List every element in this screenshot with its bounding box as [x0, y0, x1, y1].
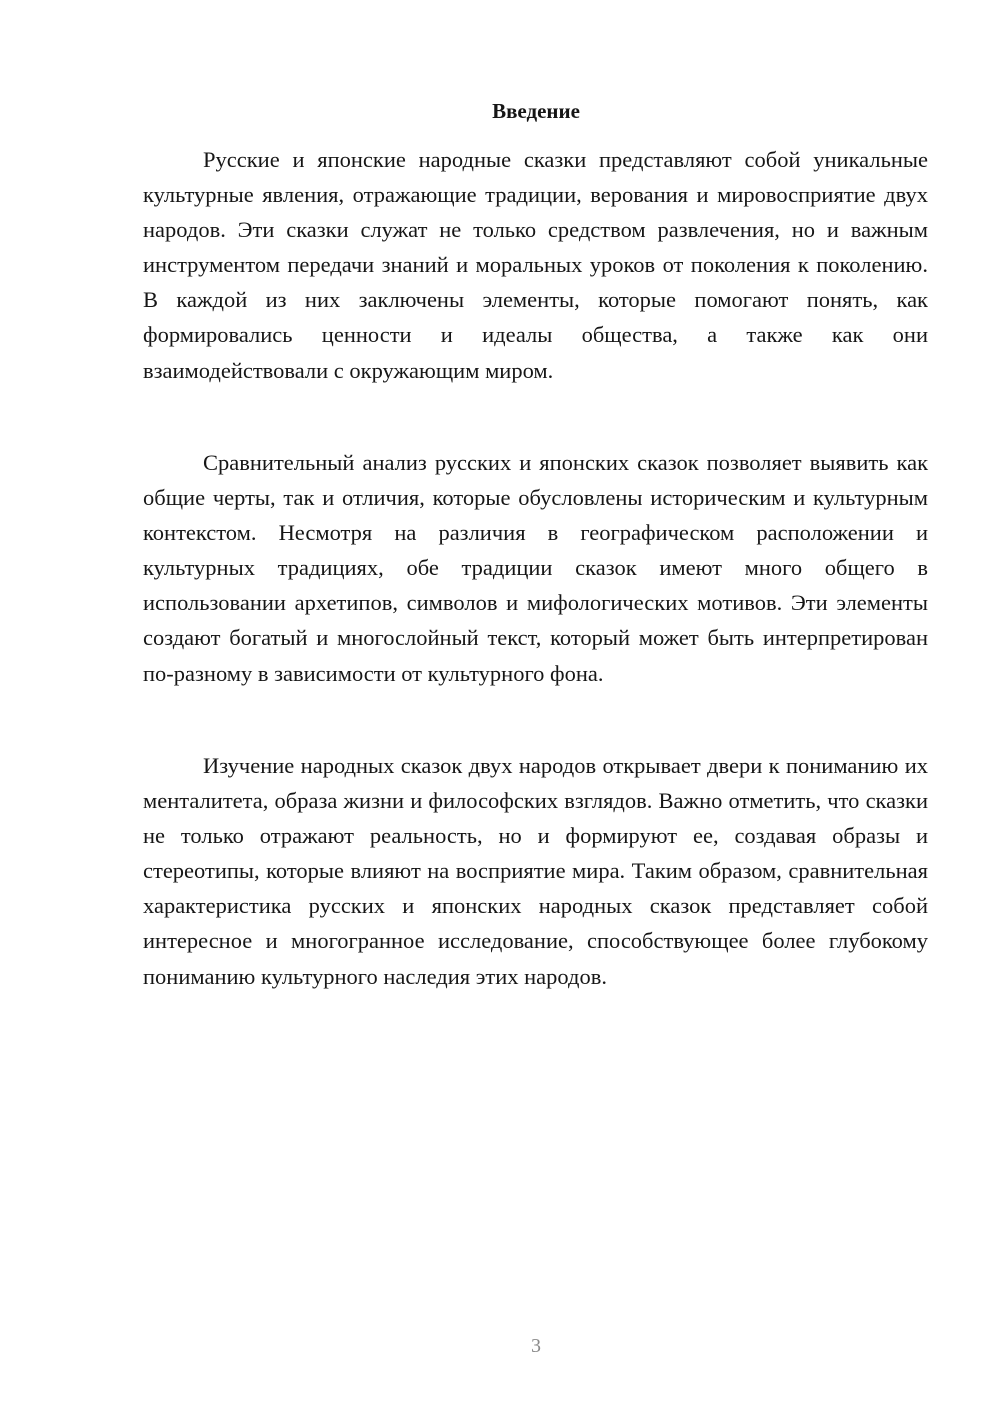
- page-title: Введение: [492, 99, 580, 123]
- page-number: 3: [531, 1335, 541, 1357]
- paragraph-comparative-analysis: Сравнительный анализ русских и японских сказок позволяет выявить как общие черты, так и отличия, которые обусловлены историческим и культурным контекстом. Несмотря на различия в географическом расположении и культурных традициях, обе традиции сказок имеют много общего в использовании архетипов, символов и мифологических мотивов. Эти элементы создают богатый и многослойный текст, который может быть интерпретирован по-разному в зависимости от культурного фона.: [143, 450, 928, 686]
- paragraph-study-significance: Изучение народных сказок двух народов открывает двери к пониманию их менталитета, образа жизни и философских взглядов. Важно отметить, что сказки не только отражают реальность, но и формируют ее, создавая образы и стереотипы, которые влияют на восприятие мира. Таким образом, сравнительная характеристика русских и японских народных сказок представляет собой интересное и многогранное исследование, способствующее более глубокому пониманию культурного наследия этих народов.: [143, 753, 928, 989]
- paragraph-intro: Русские и японские народные сказки представляют собой уникальные культурные явления, отражающие традиции, верования и мировосприятие двух народов. Эти сказки служат не только средством развлечения, но и важным инструментом передачи знаний и моральных уроков от поколения к поколению. В каждой из них заключены элементы, которые помогают понять, как формировались ценности и идеалы общества, а также как они взаимодействовали с окружающим миром.: [143, 147, 928, 383]
